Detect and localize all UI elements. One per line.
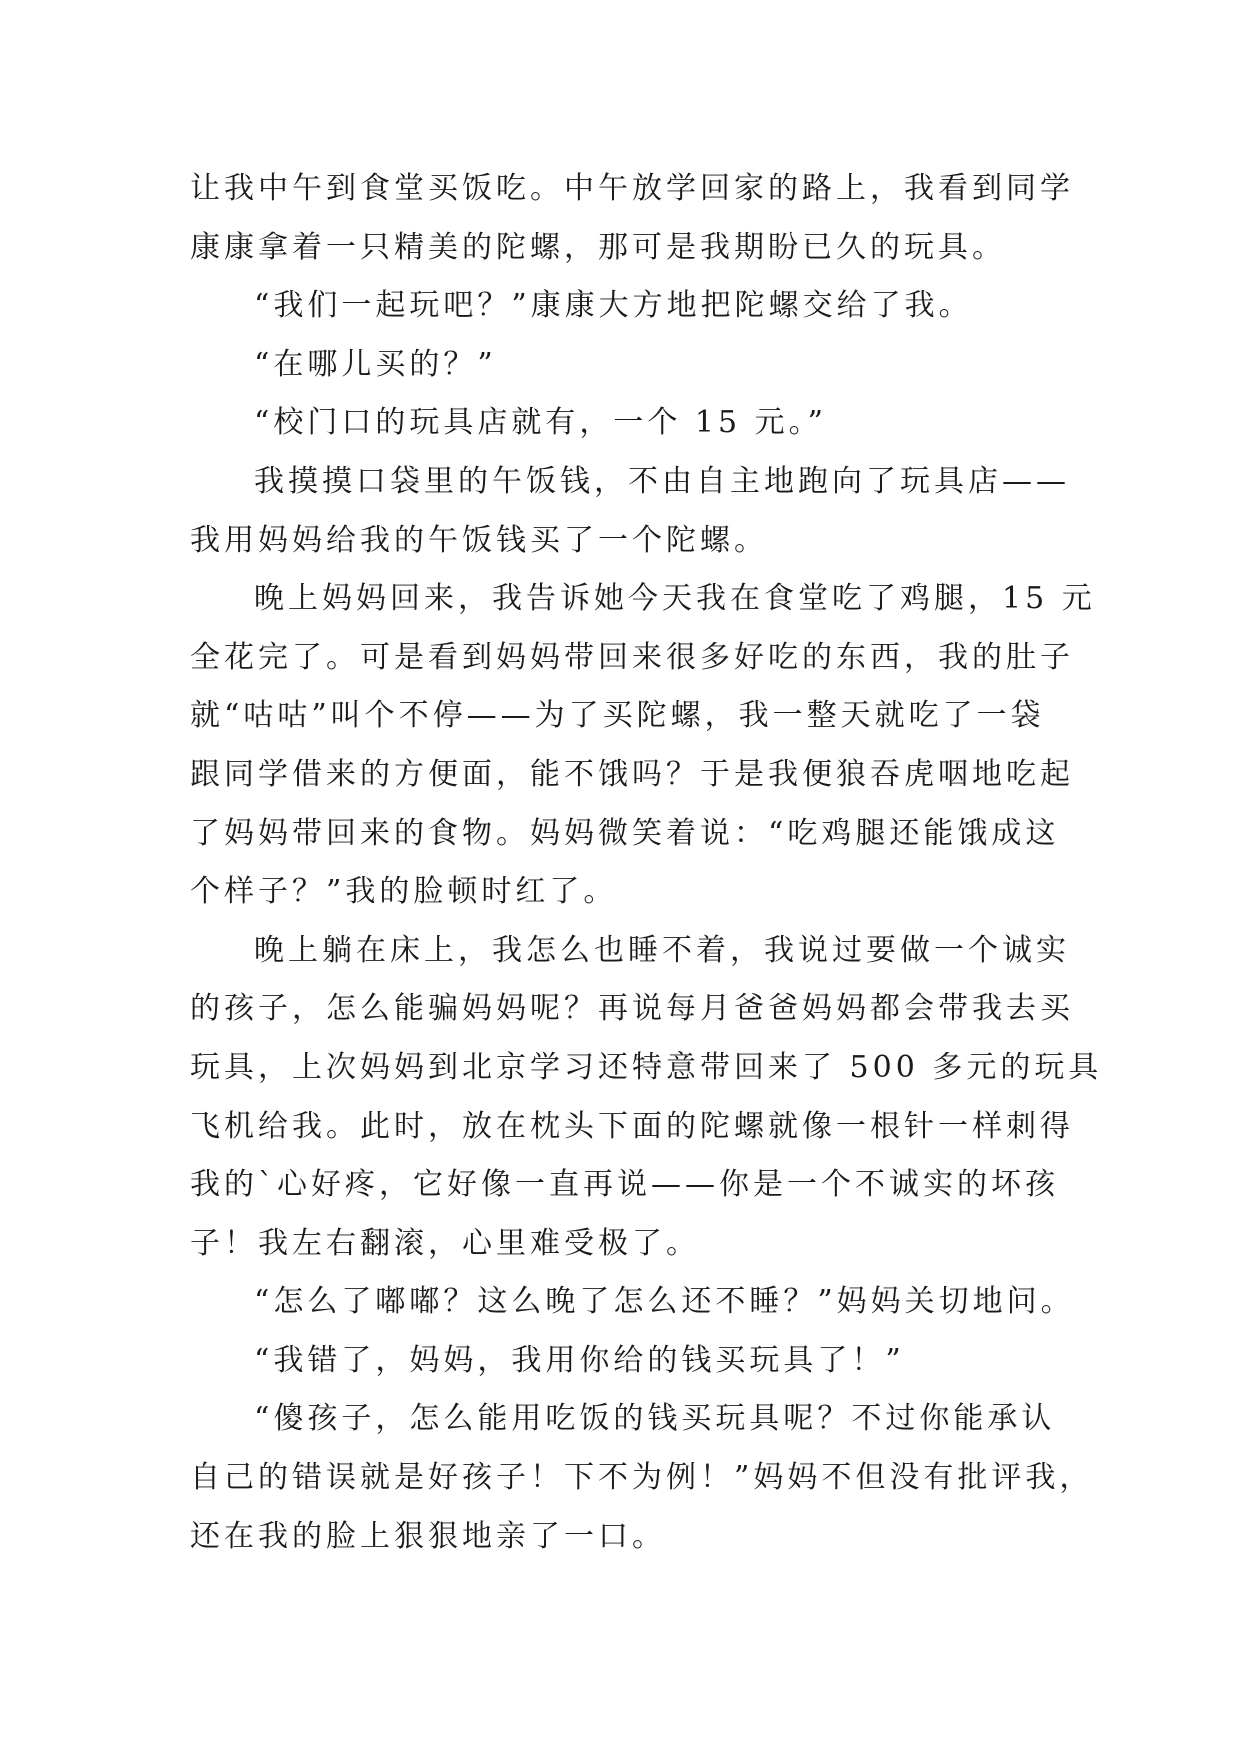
text-line-17: 飞机给我。此时，放在枕头下面的陀螺就像一根针一样刺得 — [190, 1108, 1074, 1144]
text-line-4: “在哪儿买的？” — [254, 346, 497, 382]
text-line-23: 自己的错误就是好孩子！下不为例！”妈妈不但没有批评我， — [190, 1460, 1094, 1496]
text-line-8: 晚上妈妈回来，我告诉她今天我在食堂吃了鸡腿，15 元 — [254, 581, 1096, 617]
text-line-24: 还在我的脸上狠狠地亲了一口。 — [190, 1518, 666, 1554]
text-line-20: “怎么了嘟嘟？这么晚了怎么还不睡？”妈妈关切地问。 — [254, 1284, 1075, 1320]
text-line-11: 跟同学借来的方便面，能不饿吗？于是我便狼吞虎咽地吃起 — [190, 756, 1074, 792]
text-line-15: 的孩子，怎么能骗妈妈呢？再说每月爸爸妈妈都会带我去买 — [190, 991, 1074, 1027]
text-line-5: “校门口的玩具店就有，一个 15 元。” — [254, 405, 827, 441]
text-line-3: “我们一起玩吧？”康康大方地把陀螺交给了我。 — [254, 288, 973, 324]
text-line-14: 晚上躺在床上，我怎么也睡不着，我说过要做一个诚实 — [254, 932, 1070, 968]
text-line-19: 子！我左右翻滚，心里难受极了。 — [190, 1225, 700, 1261]
body-text — [190, 160, 1103, 1566]
text-line-13: 个样子？”我的脸顿时红了。 — [190, 874, 618, 910]
text-line-18: 我的`心好疼，它好像一直再说——你是一个不诚实的坏孩 — [190, 1167, 1059, 1203]
text-line-12: 了妈妈带回来的食物。妈妈微笑着说：“吃鸡腿还能饿成这 — [190, 815, 1060, 851]
text-line-6: 我摸摸口袋里的午饭钱，不由自主地跑向了玩具店—— — [254, 463, 1070, 499]
text-line-10: 就“咕咕”叫个不停——为了买陀螺，我一整天就吃了一袋 — [190, 698, 1045, 734]
text-line-9: 全花完了。可是看到妈妈带回来很多好吃的东西，我的肚子 — [190, 639, 1074, 675]
text-line-7: 我用妈妈给我的午饭钱买了一个陀螺。 — [190, 522, 768, 558]
text-line-22: “傻孩子，怎么能用吃饭的钱买玩具呢？不过你能承认 — [254, 1401, 1056, 1437]
text-line-16: 玩具，上次妈妈到北京学习还特意带回来了 500 多元的玩具 — [190, 1049, 1103, 1085]
text-line-1: 让我中午到食堂买饭吃。中午放学回家的路上，我看到同学 — [190, 171, 1074, 206]
text-line-21: “我错了，妈妈，我用你给的钱买玩具了！” — [254, 1342, 905, 1378]
text-line-2: 康康拿着一只精美的陀螺，那可是我期盼已久的玩具。 — [190, 229, 1006, 265]
